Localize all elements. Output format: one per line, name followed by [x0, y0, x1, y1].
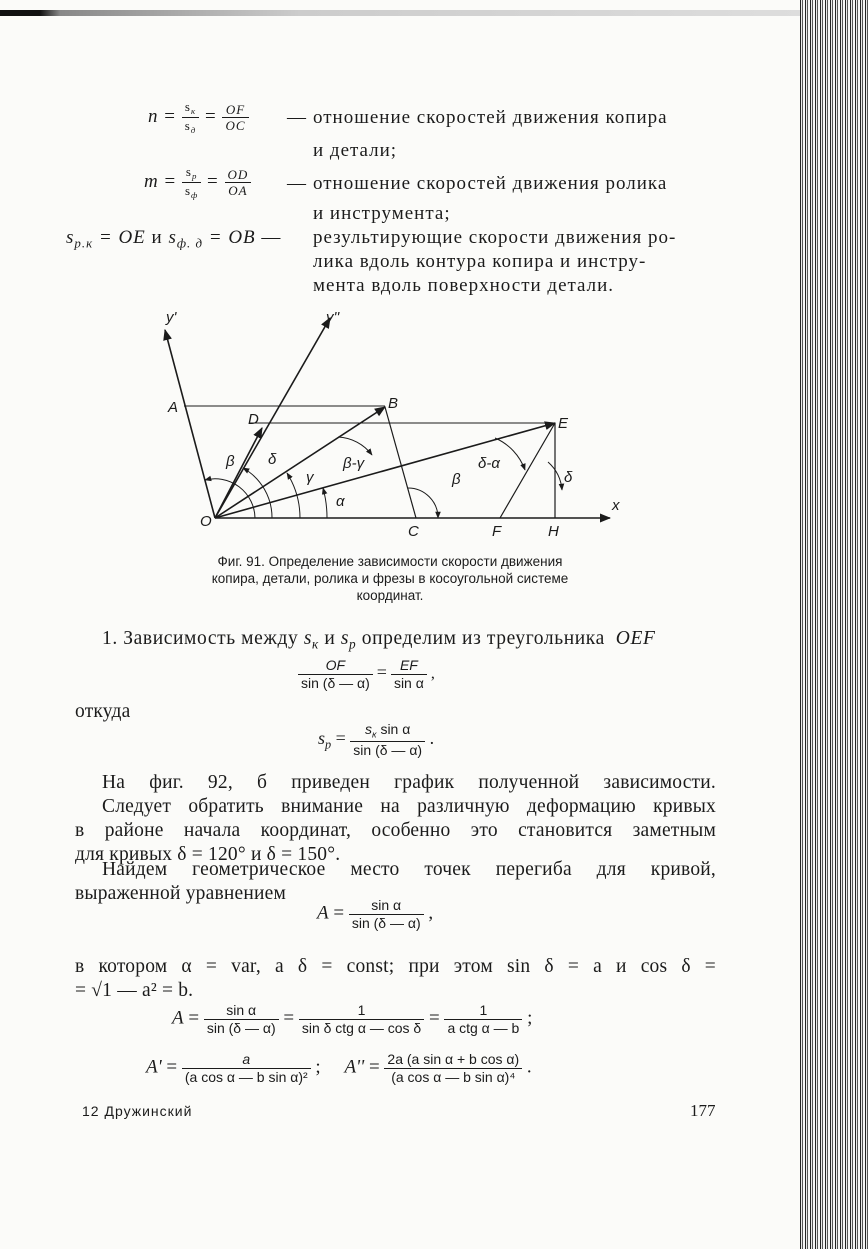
line-EF — [500, 423, 555, 518]
paragraph-5-line-1: в котором α = var, а δ = const; при этом sin δ = a и cos δ = — [75, 956, 716, 977]
figure-caption — [140, 553, 640, 604]
label-y2: y'' — [326, 309, 340, 326]
equation-derivatives: A' = $\frac{a}{\text{(a cos α — b sin α)²}}$ ; A'' = $\frac{\text{2a (a sin α + b cos α)}}{\text{(a cos α — b sin α)⁴}}$ . — [146, 1051, 532, 1085]
paragraph-3-line-3: для кривых δ = 120° и δ = 150°. — [75, 844, 341, 865]
label-O: O — [200, 513, 212, 530]
label-beta2: β — [452, 471, 461, 488]
def-m: m = $\frac{s_р}{s_ф}$ = $\frac{OD}{OA}$ — [144, 165, 251, 201]
paragraph-5-line-2: = √1 — a² = b. — [75, 980, 194, 1001]
label-beta-gamma: β-γ — [343, 455, 365, 472]
def-n-desc2: и детали; — [313, 140, 398, 161]
def-m-desc1: отношение скоростей движения ролика — [313, 173, 668, 194]
axis-y2 — [215, 318, 330, 518]
equation-sp: $s_р$ = $\frac{s_к \sin \alpha}{\sin (\delta — \alpha)}$ . — [318, 721, 435, 759]
label-alpha: α — [336, 493, 345, 510]
label-delta1: δ — [268, 451, 277, 468]
arc-beta2 — [408, 488, 438, 518]
label-H: H — [548, 523, 559, 540]
axis-y1 — [165, 330, 215, 518]
paragraph-3-line-2: в районе начала координат, особенно это становится заметным — [75, 820, 716, 841]
arc-beta1 — [205, 479, 255, 518]
book-binding-edge — [800, 0, 868, 1249]
caption-line-1: Фиг. 91. Определение зависимости скорости движения — [217, 554, 563, 569]
def-n: n = $\frac{s_к}{s_д}$ = $\frac{OF}{OC}$ — [148, 100, 249, 136]
label-D: D — [248, 411, 259, 428]
def-n-dash: — — [287, 107, 307, 128]
label-gamma: γ — [306, 469, 314, 486]
label-A: A — [168, 399, 179, 416]
figure-91-diagram — [150, 300, 630, 550]
label-x: x — [612, 497, 620, 514]
def-m-desc2: и инструмента; — [313, 203, 451, 224]
caption-line-3: координат. — [356, 588, 424, 603]
page-number: 177 — [690, 1101, 716, 1120]
equation-A: A = $\frac{\text{sin α}}{\sin (\delta — \alpha)}$ , — [317, 897, 434, 931]
vector-OE — [215, 423, 555, 518]
paragraph-4-line-2: выраженной уравнением — [75, 883, 287, 904]
label-F: F — [492, 523, 502, 540]
scan-top-edge — [0, 10, 800, 16]
def-n-desc1: отношение скоростей движения копира — [313, 107, 668, 128]
label-beta1: β — [226, 453, 235, 470]
label-y1: y' — [166, 309, 177, 326]
vector-OD — [215, 428, 262, 518]
caption-line-2: копира, детали, ролика и фрезы в косоугольной системе — [211, 571, 569, 586]
label-B: B — [388, 395, 399, 412]
footer-signature: 12 Дружинский — [82, 1103, 193, 1119]
def-speeds-desc2: лика вдоль контура копира и инстру- — [313, 251, 647, 272]
paragraph-3-line-1: Следует обратить внимание на различную деформацию кривых — [102, 796, 716, 817]
label-delta-alpha: δ-α — [478, 455, 500, 472]
equation-A-expanded: A = $\frac{\text{sin α}}{\sin (\delta — \alpha)}$ = $\frac{1}{\text{sin δ ctg α — cos δ}}$ = $\frac{1}{\text{a ctg α — b}}$ ; — [172, 1002, 533, 1036]
paragraph-1: 1. Зависимость между $s_к$ и $s_р$ определим из треугольника OEF — [102, 628, 656, 652]
equation-ratio: $\frac{OF}{\sin (\delta — \alpha)}$ = $\frac{EF}{\text{sin α}}$ , — [298, 658, 435, 690]
def-speeds: $s_{р.к}$ = OE и $s_{ф. д}$ = OB — — [66, 227, 282, 251]
def-speeds-desc3: мента вдоль поверхности детали. — [313, 275, 615, 296]
arc-beta-gamma — [338, 437, 372, 455]
label-E: E — [558, 415, 569, 432]
def-m-dash: — — [287, 173, 307, 194]
arc-delta1 — [243, 468, 272, 518]
paragraph-2: На фиг. 92, б приведен график полученной зависимости. — [102, 772, 716, 793]
paragraph-4-line-1: Найдем геометрическое место точек перегиба для кривой, — [102, 859, 716, 880]
label-delta2: δ — [564, 469, 573, 486]
label-C: C — [408, 523, 419, 540]
arc-alpha — [323, 488, 327, 518]
word-otkuda: откуда — [75, 701, 131, 722]
def-speeds-desc1: результирующие скорости движения ро- — [313, 227, 677, 248]
